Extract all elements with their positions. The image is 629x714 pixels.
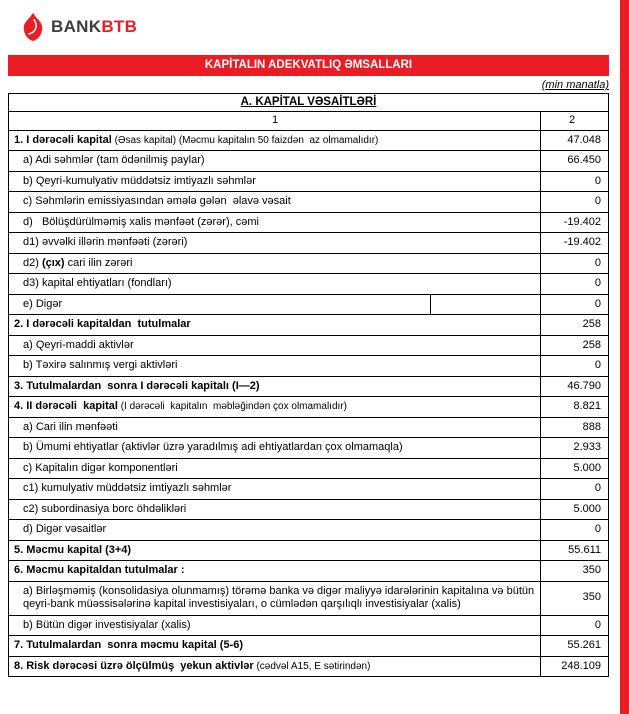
row-label: 3. Tutulmalardan sonra I dərəcəli kapitalı (I—2) — [9, 377, 541, 397]
table-section-title — [9, 94, 608, 112]
row-value: 47.048 — [567, 133, 601, 146]
row-label: c) Kapitalın digər komponentləri — [9, 459, 541, 479]
row-label: a) Cari ilin mənfəəti — [9, 418, 541, 438]
row-value: -19.402 — [563, 236, 601, 248]
column-header-row — [9, 112, 608, 131]
row-value: 5.000 — [573, 461, 601, 474]
table-row — [9, 541, 608, 562]
logo-btb-word: BTB — [101, 17, 138, 36]
table-row — [9, 561, 608, 582]
table-row — [9, 315, 608, 336]
row-value: 350 — [582, 564, 601, 576]
row-value: 350 — [582, 591, 601, 604]
column-header-2: 2 — [568, 114, 576, 126]
row-value: 0 — [594, 523, 601, 535]
table-row — [9, 151, 608, 172]
table-row — [9, 479, 608, 500]
row-value: 66.450 — [567, 154, 601, 166]
table-row — [9, 397, 608, 418]
logo-bank-word: BANK — [51, 17, 102, 36]
table-row — [9, 213, 608, 234]
table-row — [9, 636, 608, 657]
row-label: 1. I dərəcəli kapital (Əsas kapital) (Məcmu kapitalın 50 faizdən az olmamalıdır) — [9, 131, 541, 151]
row-label: a) Qeyri-maddi aktivlər — [9, 336, 541, 356]
table-row — [9, 336, 608, 357]
table-row — [9, 438, 608, 459]
unit-note-text: (min manatla) — [541, 79, 609, 91]
table-row — [9, 131, 608, 152]
table-row — [9, 520, 608, 541]
table-row — [9, 295, 608, 316]
row-label: d) Bölüşdürülməmiş xalis mənfəət (zərər), cəmi — [9, 213, 541, 233]
page-title: KAPİTALIN ADEKVATLIQ ƏMSALLARI — [204, 59, 413, 71]
row-value: 0 — [594, 195, 601, 207]
table-row — [9, 582, 608, 616]
row-label: 8. Risk dərəcəsi üzrə ölçülmüş yekun aktivlər (cədvəl A15, E sətirindən) — [9, 657, 541, 677]
row-label: 4. II dərəcəli kapital (I dərəcəli kapitalın məbləğindən çox olmamalıdır) — [9, 397, 541, 417]
row-value: 55.611 — [568, 543, 601, 556]
table-row — [9, 418, 608, 439]
row-value: -19.402 — [563, 215, 601, 228]
row-value: 0 — [594, 482, 601, 494]
bank-btb-flame-icon — [21, 12, 45, 42]
row-label: b) Ümumi ehtiyatlar (aktivlər üzrə yaradılmış adi ehtiyatlardan çox olmamaqla) — [9, 438, 541, 458]
row-value: 0 — [594, 174, 601, 187]
table-row — [9, 616, 608, 637]
row-value: 0 — [594, 297, 601, 310]
capital-adequacy-table — [8, 93, 609, 677]
bank-logo — [0, 0, 629, 54]
row-label: d3) kapital ehtiyatları (fondları) — [9, 274, 541, 294]
unit-note — [8, 79, 609, 91]
table-row — [9, 356, 608, 377]
column-header-1: 1 — [9, 112, 541, 130]
row-value: 0 — [594, 618, 601, 631]
row-label: 7. Tutulmalardan sonra məcmu kapital (5-6) — [9, 636, 541, 656]
table-row — [9, 500, 608, 521]
cell-divider-line — [430, 295, 431, 315]
row-label: 6. Məcmu kapitaldan tutulmalar : — [9, 561, 541, 581]
row-label: b) Bütün digər investisiyalar (xalis) — [9, 616, 541, 636]
table-row — [9, 459, 608, 480]
row-value: 46.790 — [567, 379, 601, 392]
row-label: a) Birləşməmiş (konsolidasiya olunmamış) törəmə banka və digər maliyyə idarələrinin kapitalına və bütün qeyri-bank müəssisələrinə kapital investisiyaları, o cümlədən qarşılıqlı investisiyalar (xalis) — [9, 582, 541, 615]
row-label: b) Təxirə salınmış vergi aktivləri — [9, 356, 541, 376]
row-label: d1) əvvəlki illərin mənfəəti (zərəri) — [9, 233, 541, 253]
row-value: 258 — [582, 318, 601, 330]
bank-logo-text — [51, 17, 137, 37]
table-row — [9, 657, 608, 677]
row-label: b) Qeyri-kumulyativ müddətsiz imtiyazlı səhmlər — [9, 172, 541, 192]
table-row — [9, 192, 608, 213]
row-value: 8.821 — [573, 400, 601, 412]
row-label: d) Digər vəsaitlər — [9, 520, 541, 540]
row-value: 258 — [582, 338, 601, 351]
row-label: 2. I dərəcəli kapitaldan tutulmalar — [9, 315, 541, 335]
row-label: c1) kumulyativ müddətsiz imtiyazlı səhmlər — [9, 479, 541, 499]
row-value: 0 — [594, 359, 601, 371]
row-value: 248.109 — [561, 659, 601, 672]
row-label: 5. Məcmu kapital (3+4) — [9, 541, 541, 561]
row-value: 888 — [582, 420, 601, 433]
title-banner — [8, 55, 609, 76]
section-title-text: A. KAPİTAL VƏSAİTLƏRİ — [240, 96, 377, 108]
table-row — [9, 172, 608, 193]
row-label: c) Səhmlərin emissiyasından əmələ gələn əlavə vəsait — [9, 192, 541, 212]
row-label: c2) subordinasiya borc öhdəlikləri — [9, 500, 541, 520]
row-label: e) Digər — [9, 295, 541, 315]
row-label: a) Adi səhmlər (tam ödənilmiş paylar) — [9, 151, 541, 171]
right-red-stripe — [620, 0, 629, 714]
table-row — [9, 254, 608, 275]
row-value: 5.000 — [573, 502, 601, 515]
table-row — [9, 274, 608, 295]
row-value: 55.261 — [567, 639, 601, 651]
row-label: d2) (çıx) cari ilin zərəri — [9, 254, 541, 274]
row-value: 0 — [594, 256, 601, 269]
row-value: 2.933 — [573, 441, 601, 453]
table-row — [9, 233, 608, 254]
row-value: 0 — [594, 277, 601, 289]
table-row — [9, 377, 608, 398]
